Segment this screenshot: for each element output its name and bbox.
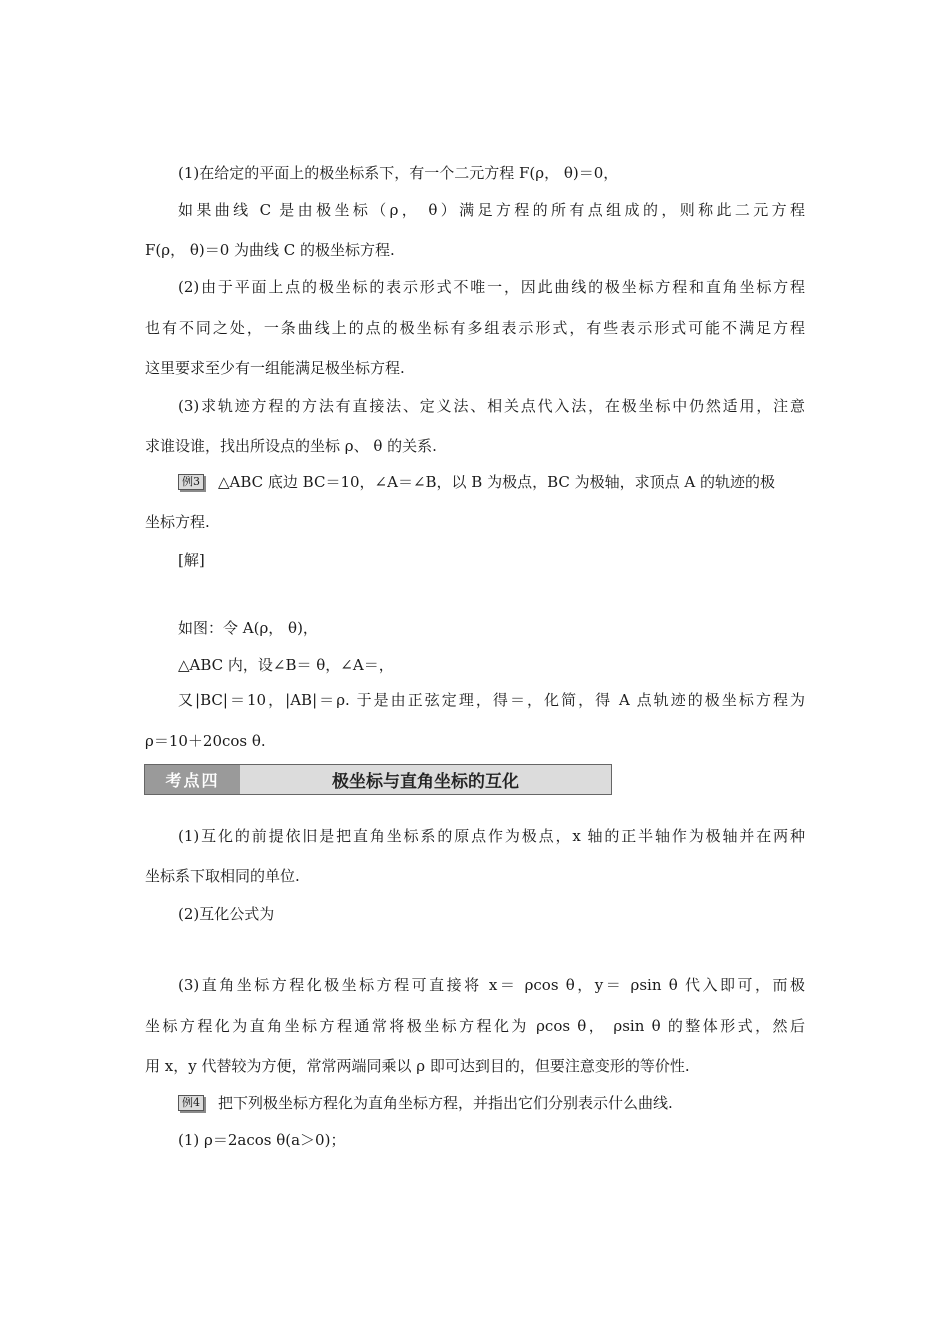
paragraph-4-line-3: (2)互化公式为 [178, 905, 275, 923]
example-4-question [178, 1093, 673, 1113]
paragraph-4-line-2: 坐标系下取相同的单位. [145, 867, 300, 885]
paragraph-4-line-1: (1)互化的前提依旧是把直角坐标系的原点作为极点，x 轴的正半轴作为极轴并在两种 [178, 827, 805, 845]
example-3-solution-label: [解] [178, 551, 205, 569]
solution-line-1: 如图：令 A(ρ， θ)， [178, 619, 318, 637]
example-3-tag: 例3 [178, 474, 204, 490]
paragraph-5-line-1: (3)直角坐标方程化极坐标方程可直接将 x＝ ρcos θ，y＝ ρsin θ 代入即可，而极 [178, 976, 805, 994]
solution-line-2: △ABC 内，设∠B＝ θ，∠A＝， [178, 656, 394, 674]
example-4-line-1: 把下列极坐标方程化为直角坐标方程，并指出它们分别表示什么曲线. [218, 1094, 673, 1112]
paragraph-2-line-3: 这里要求至少有一组能满足极坐标方程. [145, 359, 405, 377]
solution-line-3: 又|BC|＝10，|AB|＝ρ. 于是由正弦定理，得＝，化简，得 A 点轨迹的极坐标方程为 [178, 691, 805, 709]
section-header [144, 764, 612, 795]
paragraph-1-line-3: F(ρ， θ)＝0 为曲线 C 的极坐标方程. [145, 241, 395, 259]
paragraph-3-line-2: 求谁设谁，找出所设点的坐标 ρ、 θ 的关系. [145, 437, 437, 455]
example-3-line-2: 坐标方程. [145, 513, 210, 531]
paragraph-1-line-2: 如果曲线 C 是由极坐标（ρ， θ）满足方程的所有点组成的，则称此二元方程 [178, 201, 805, 219]
example-4-tag: 例4 [178, 1095, 204, 1111]
paragraph-1-line-1: (1)在给定的平面上的极坐标系下，有一个二元方程 F(ρ， θ)＝0， [178, 164, 619, 182]
paragraph-5-line-3: 用 x，y 代替较为方便，常常两端同乘以 ρ 即可达到目的，但要注意变形的等价性. [145, 1057, 690, 1075]
section-label: 考点四 [145, 765, 240, 794]
paragraph-2-line-2: 也有不同之处，一条曲线上的点的极坐标有多组表示形式，有些表示形式可能不满足方程 [145, 319, 805, 337]
section-title: 极坐标与直角坐标的互化 [332, 772, 519, 792]
example-4-line-2: (1) ρ＝2acos θ(a＞0)； [178, 1131, 346, 1149]
solution-line-4: ρ＝10＋20cos θ. [145, 732, 266, 750]
example-3-question [178, 472, 805, 492]
paragraph-3-line-1: (3)求轨迹方程的方法有直接法、定义法、相关点代入法，在极坐标中仍然适用，注意 [178, 397, 805, 415]
example-3-line-1: △ABC 底边 BC＝10，∠A＝∠B，以 B 为极点，BC 为极轴，求顶点 A 的轨迹的极 [218, 473, 776, 491]
paragraph-2-line-1: (2)由于平面上点的极坐标的表示形式不唯一，因此曲线的极坐标方程和直角坐标方程 [178, 278, 805, 296]
paragraph-5-line-2: 坐标方程化为直角坐标方程通常将极坐标方程化为 ρcos θ， ρsin θ 的整体形式，然后 [145, 1017, 805, 1035]
